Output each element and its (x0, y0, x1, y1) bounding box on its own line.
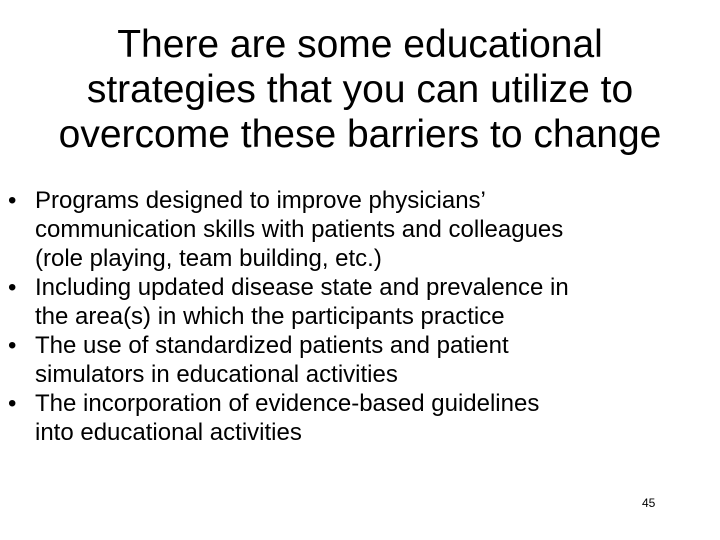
bullet-point: • (8, 332, 17, 359)
bullet-text-line: communication skills with patients and colleagues (35, 216, 564, 243)
bullet-point: • (8, 187, 17, 214)
bullet-text-line: The use of standardized patients and patient (35, 332, 509, 359)
bullet-point: • (8, 274, 17, 301)
bullet-point: • (8, 390, 17, 417)
slide-title-line: strategies that you can utilize to (86, 68, 634, 111)
bullet-text-line: Including updated disease state and prevalence in (35, 274, 569, 301)
bullet-text (35, 331, 720, 389)
slide-title-line: There are some educational (117, 23, 603, 66)
bullet-item (0, 331, 720, 389)
bullet-text-line: (role playing, team building, etc.) (35, 245, 382, 272)
page-number: 45 (642, 496, 656, 510)
bullet-text (35, 389, 720, 447)
bullet-item (0, 186, 720, 273)
bullet-item (0, 273, 720, 331)
bullet-text-line: simulators in educational activities (35, 361, 398, 388)
bullet-item (0, 389, 720, 447)
bullet-list (0, 186, 720, 447)
bullet-text-line: the area(s) in which the participants practice (35, 303, 505, 330)
bullet-text (35, 273, 720, 331)
bullet-text (35, 186, 720, 273)
bullet-text-line: The incorporation of evidence-based guidelines (35, 390, 540, 417)
bullet-text-line: into educational activities (35, 419, 302, 446)
slide-title (20, 22, 700, 157)
bullet-text-line: Programs designed to improve physicians’ (35, 187, 486, 214)
slide-title-line: overcome these barriers to change (58, 113, 662, 156)
